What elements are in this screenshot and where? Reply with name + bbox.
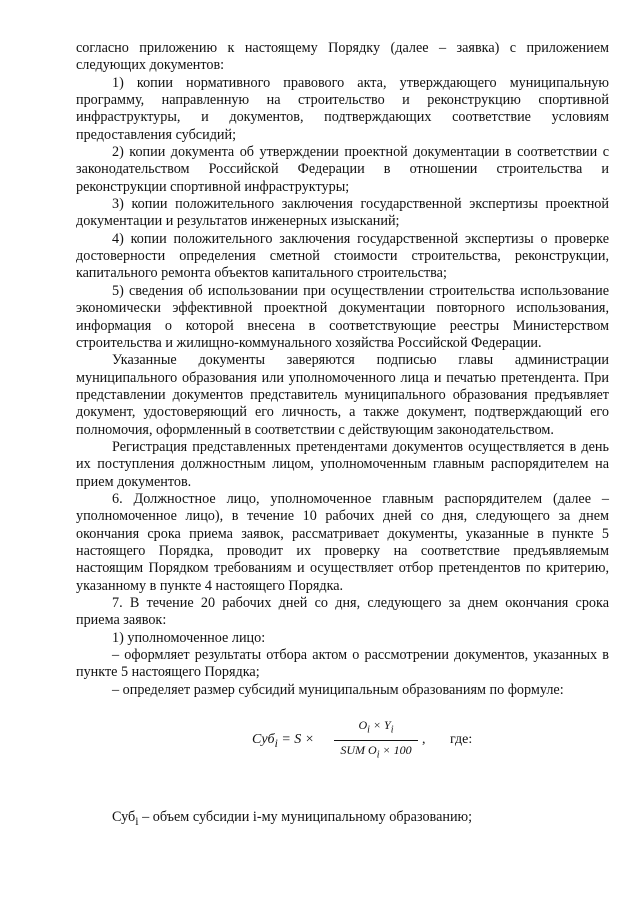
formula-fraction — [334, 717, 418, 763]
paragraph: 2) копии документа об утверждении проектной документации в соответствии с законодательством Российской Федерации в отношении строительства и реконструкции спортивной инфраструктуры; — [76, 144, 609, 195]
paragraph: 6. Должностное лицо, уполномоченное главным распорядителем (далее – уполномоченное лицо), в течение 10 рабочих дней со дня, следующего за днем окончания срока приема заявок, рассматривает документы, указанные в пункте 5 настоящего Порядка, проводит их проверку на соответствие предъявляемым настоящим Порядком требованиям и осуществляет отбор претендентов по критерию, указанному в пункте 4 настоящего Порядка. — [76, 490, 609, 594]
formula-lhs: Суб$_i$ = S × — [252, 732, 315, 750]
formula-numerator: $O_i \times Y_i$ — [334, 717, 418, 741]
formula-where: где: — [450, 732, 473, 748]
paragraph: 7. В течение 20 рабочих дней со дня, следующего за днем окончания срока приема заявок: — [76, 595, 609, 629]
paragraph: 1) уполномоченное лицо: — [112, 629, 266, 646]
paragraph: Указанные документы заверяются подписью главы администрации муниципального образования или уполномоченного лица и печатью претендента. При представлении документов представитель муниципального образования предъявляет документ, удостоверяющий его личность, а также документ, подтверждающий его полномочия, оформленный в соответствии с действующим законодательством. — [76, 352, 609, 438]
paragraph: согласно приложению к настоящему Порядку (далее – заявка) с приложением следующих документов: — [76, 40, 609, 74]
subsidy-formula — [76, 713, 609, 767]
paragraph: 5) сведения об использовании при осуществлении строительства использование экономически эффективной проектной документации повторного использования, информация о которой внесена в соответствующие реестры Министерством строительства и жилищно-коммунального хозяйства Российской Федерации. — [76, 282, 609, 351]
formula-denominator: SUM $O_i \times 100$ — [340, 742, 412, 761]
document-page — [76, 40, 609, 830]
paragraph: Регистрация представленных претендентами документов осуществляется в день их поступления должностным лицом, уполномоченным главным распорядителем на прием документов. — [76, 438, 609, 490]
paragraph: 1) копии нормативного правового акта, утверждающего муниципальную программу, направленную на строительство и реконструкцию спортивной инфраструктуры, и документов, подтверждающих соответствие условиям предоставления субсидий; — [76, 74, 609, 143]
definition-paragraph: Суб$_i$ – объем субсидии i-му муниципальному образованию; — [112, 809, 473, 828]
paragraph: 4) копии положительного заключения государственной экспертизы о проверке достоверности определения сметной стоимости строительства, реконструкции, капитального ремонта объектов капитального строительства; — [76, 230, 609, 282]
paragraph: 3) копии положительного заключения государственной экспертизы проектной документации и результатов инженерных изысканий; — [76, 196, 609, 230]
body-text — [76, 40, 609, 699]
paragraph: – оформляет результаты отбора актом о рассмотрении документов, указанных в пункте 5 настоящего Порядка; — [76, 647, 609, 681]
formula-comma: , — [422, 732, 426, 748]
paragraph: – определяет размер субсидий муниципальным образованиям по формуле: — [112, 681, 564, 698]
